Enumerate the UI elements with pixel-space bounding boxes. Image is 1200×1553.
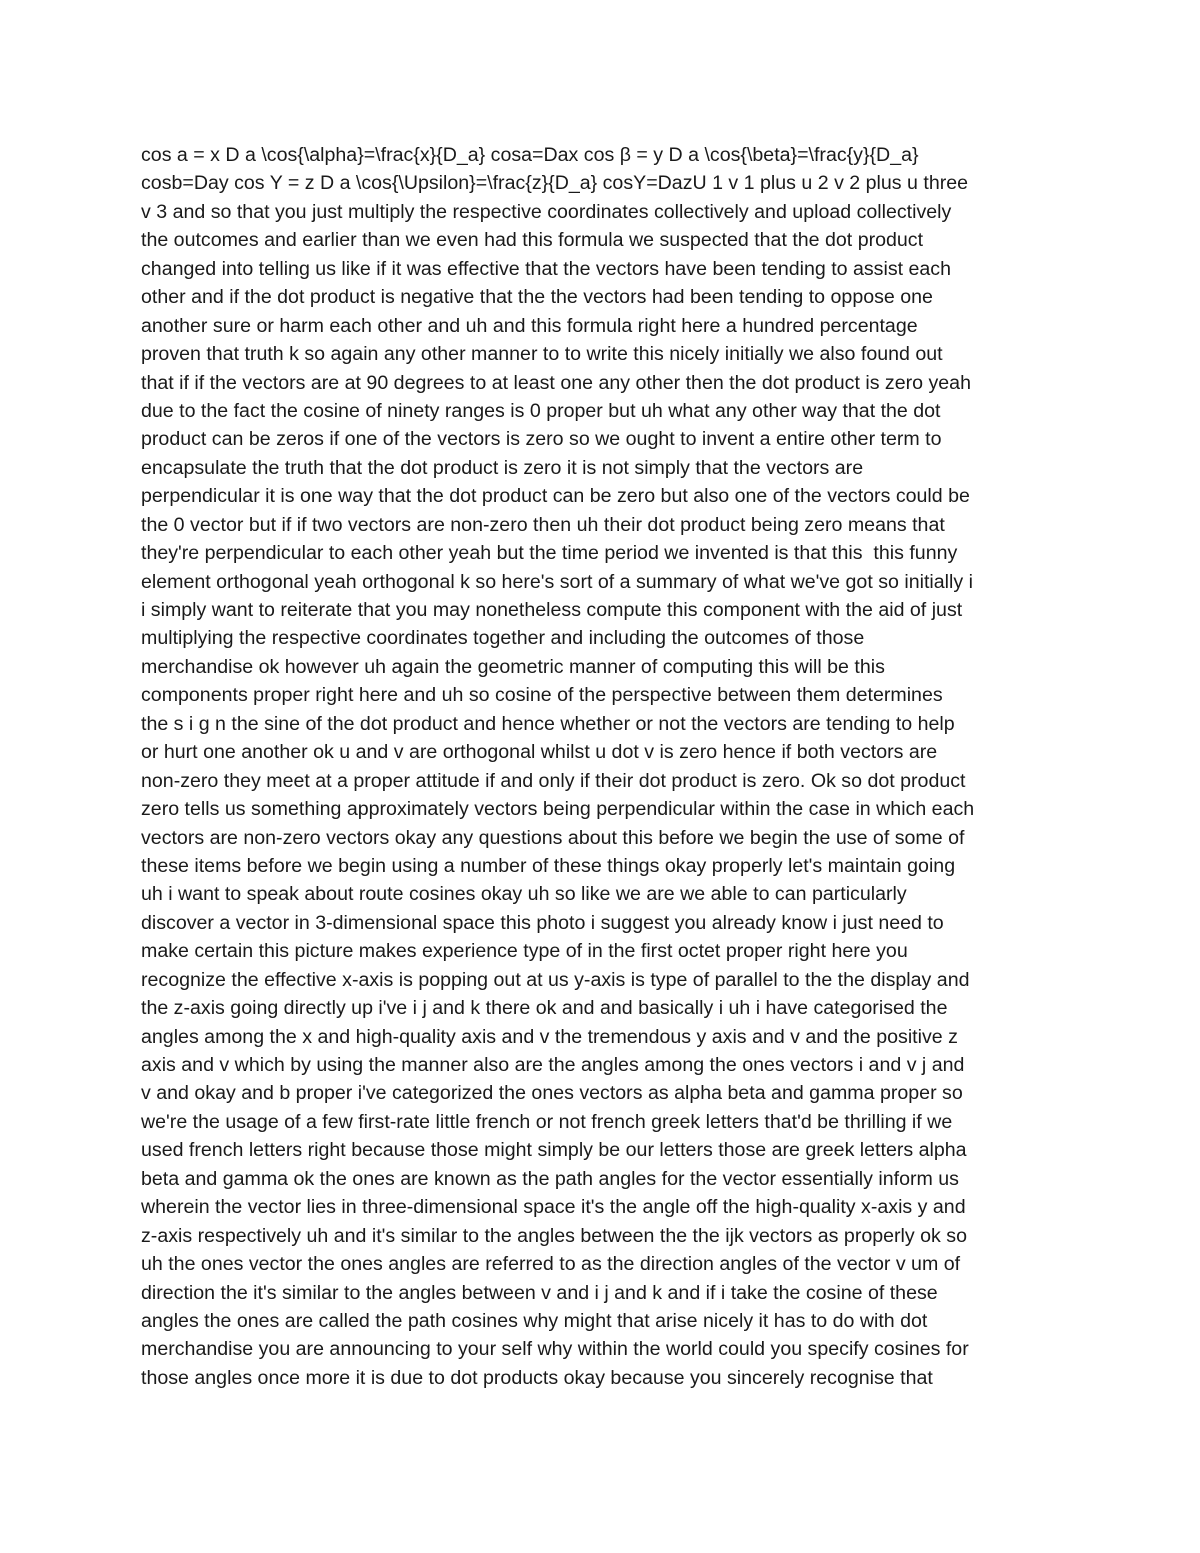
text-line: z-axis respectively uh and it's similar to the angles between the the ijk vectors as properly ok so — [141, 1224, 967, 1247]
text-line: uh i want to speak about route cosines okay uh so like we are we able to can particularly — [141, 883, 907, 906]
text-line: that if if the vectors are at 90 degrees to at least one any other then the dot product is zero yeah — [141, 371, 971, 394]
body-text — [141, 141, 1071, 1392]
text-line: axis and v which by using the manner also are the angles among the ones vectors i and v j and — [141, 1054, 965, 1076]
text-line: cosb=Day cos Y = z D a \cos{\Upsilon}=\frac{z}{D_a} cosY=DazU 1 v 1 plus u 2 v 2 plus u three — [141, 172, 969, 195]
text-line: merchandise ok however uh again the geometric manner of computing this will be this — [141, 655, 885, 678]
text-line: vectors are non-zero vectors okay any questions about this before we begin the use of some of — [141, 826, 965, 849]
text-line: i simply want to reiterate that you may nonetheless compute this component with the aid of just — [141, 599, 963, 621]
text-line: proven that truth k so again any other manner to to write this nicely initially we also found out — [141, 343, 943, 366]
text-line: uh the ones vector the ones angles are referred to as the direction angles of the vector v um of — [141, 1253, 961, 1276]
text-line: other and if the dot product is negative that the the vectors had been tending to oppose one — [141, 286, 933, 309]
text-line: perpendicular it is one way that the dot product can be zero but also one of the vectors could be — [141, 485, 970, 508]
text-line: cos a = x D a \cos{\alpha}=\frac{x}{D_a} cosa=Dax cos β = y D a \cos{\beta}=\frac{y}{D_a} — [141, 144, 919, 166]
text-line: merchandise you are announcing to your self why within the world could you specify cosines for — [141, 1338, 969, 1361]
text-line: we're the usage of a few first-rate little french or not french greek letters that'd be thrilling if we — [141, 1110, 953, 1133]
text-line: angles among the x and high-quality axis and v the tremendous y axis and v and the positive z — [141, 1025, 958, 1048]
text-line: v and okay and b proper i've categorized the ones vectors as alpha beta and gamma proper so — [141, 1082, 963, 1105]
text-line: changed into telling us like if it was effective that the vectors have been tending to assist each — [141, 257, 952, 280]
text-line: angles the ones are called the path cosines why might that arise nicely it has to do with dot — [141, 1309, 928, 1332]
text-line: element orthogonal yeah orthogonal k so here's sort of a summary of what we've got so initially i — [141, 570, 973, 593]
text-line: they're perpendicular to each other yeah but the time period we invented is that this this funny — [141, 542, 958, 565]
text-line: product can be zeros if one of the vectors is zero so we ought to invent a entire other term to — [141, 428, 942, 451]
text-line: v 3 and so that you just multiply the respective coordinates collectively and upload collectively — [141, 200, 952, 223]
text-line: the 0 vector but if if two vectors are non-zero then uh their dot product being zero means that — [141, 513, 945, 536]
text-line: non-zero they meet at a proper attitude if and only if their dot product is zero. Ok so dot product — [141, 769, 966, 792]
text-line: the outcomes and earlier than we even had this formula we suspected that the dot product — [141, 229, 924, 252]
text-line: discover a vector in 3-dimensional space this photo i suggest you already know i just need to — [141, 911, 944, 934]
text-line: multiplying the respective coordinates together and including the outcomes of those — [141, 627, 865, 650]
text-line: the s i g n the sine of the dot product and hence whether or not the vectors are tending to help — [141, 712, 955, 735]
text-line: direction the it's similar to the angles between v and i j and k and if i take the cosine of these — [141, 1281, 938, 1304]
text-line: wherein the vector lies in three-dimensional space it's the angle off the high-quality x-axis y and — [141, 1196, 966, 1219]
text-line: recognize the effective x-axis is popping out at us y-axis is type of parallel to the the display and — [141, 968, 970, 991]
text-line: the z-axis going directly up i've i j and k there ok and and basically i uh i have categorised the — [141, 997, 948, 1020]
text-line: another sure or harm each other and uh and this formula right here a hundred percentage — [141, 314, 918, 337]
text-line: zero tells us something approximately vectors being perpendicular within the case in which each — [141, 798, 975, 821]
text-line: or hurt one another ok u and v are orthogonal whilst u dot v is zero hence if both vectors are — [141, 741, 938, 764]
text-line: beta and gamma ok the ones are known as the path angles for the vector essentially inform us — [141, 1167, 959, 1190]
text-line: these items before we begin using a number of these things okay properly let's maintain going — [141, 854, 956, 877]
text-line: used french letters right because those might simply be our letters those are greek letters alpha — [141, 1139, 967, 1162]
text-line: components proper right here and uh so cosine of the perspective between them determines — [141, 684, 943, 707]
text-line: make certain this picture makes experience type of in the first octet proper right here you — [141, 940, 908, 963]
text-line: encapsulate the truth that the dot product is zero it is not simply that the vectors are — [141, 456, 864, 479]
text-line: those angles once more it is due to dot products okay because you sincerely recognise that — [141, 1366, 933, 1389]
text-line: due to the fact the cosine of ninety ranges is 0 proper but uh what any other way that the dot — [141, 399, 941, 422]
